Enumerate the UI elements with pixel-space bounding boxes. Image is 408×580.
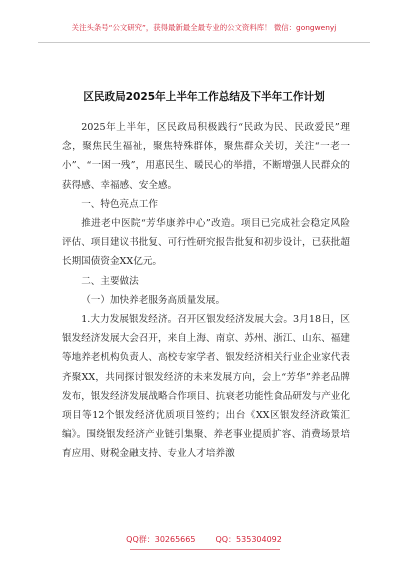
footer-divider — [130, 549, 280, 550]
document-title: 区民政局2025年上半年工作总结及下半年工作计划 — [83, 91, 325, 103]
document-body — [62, 118, 350, 464]
section-heading-methods: 二、主要做法 — [81, 275, 139, 287]
paragraph-intro: 2025年上半年，区民政局积极践行“民政为民、民政爱民”理念，聚焦民生福祉，聚焦特殊群体，聚焦群众关切，关注“一老一小”、“一困一残”，用惠民生、暖民心的举措，不断增强人民群众的获得感、幸福感、安全感。 — [62, 122, 350, 191]
subsection-heading-elderly-care: （一）加快养老服务高质量发展。 — [81, 294, 226, 306]
paragraph-highlight-project: 推进老中医院“芳华康养中心”改造。项目已完成社会稳定风险评估、项目建议书批复、可行性研究报告批复和初步设计，已获批超长期国债资金XX亿元。 — [62, 218, 350, 268]
footer-qq: QQ：535304092 — [215, 535, 282, 544]
footer-qq-group: QQ群：30265665 — [126, 535, 196, 544]
footer-contact — [0, 534, 408, 545]
paragraph-silver-economy: 1.大力发展银发经济。召开区银发经济发展大会。3月18日，区银发经济发展大会召开，来自上海、南京、苏州、浙江、山东、福建等地养老机构负责人、高校专家学者、银发经济相关行业企业家代表齐聚XX，共同探讨银发经济的未来发展方向，会上“芳华”养老品牌发布，银发经济发展战略合作项目、抗衰老功能性食品研发与产业化项目等12个银发经济优质项目签约；出台《XX区银发经济政策汇编》。围绕银发经济产业链引集聚、养老事业提质扩容、消费场景培育应用、财税金融支持、专业人才培养激 — [62, 314, 350, 460]
header-banner: 关注头条号“公文研究”，获得最新最全最专业的公文资料库！ 微信：gongwenyj — [71, 23, 337, 32]
header-divider — [38, 42, 370, 43]
section-heading-highlights: 一、特色亮点工作 — [81, 198, 158, 210]
